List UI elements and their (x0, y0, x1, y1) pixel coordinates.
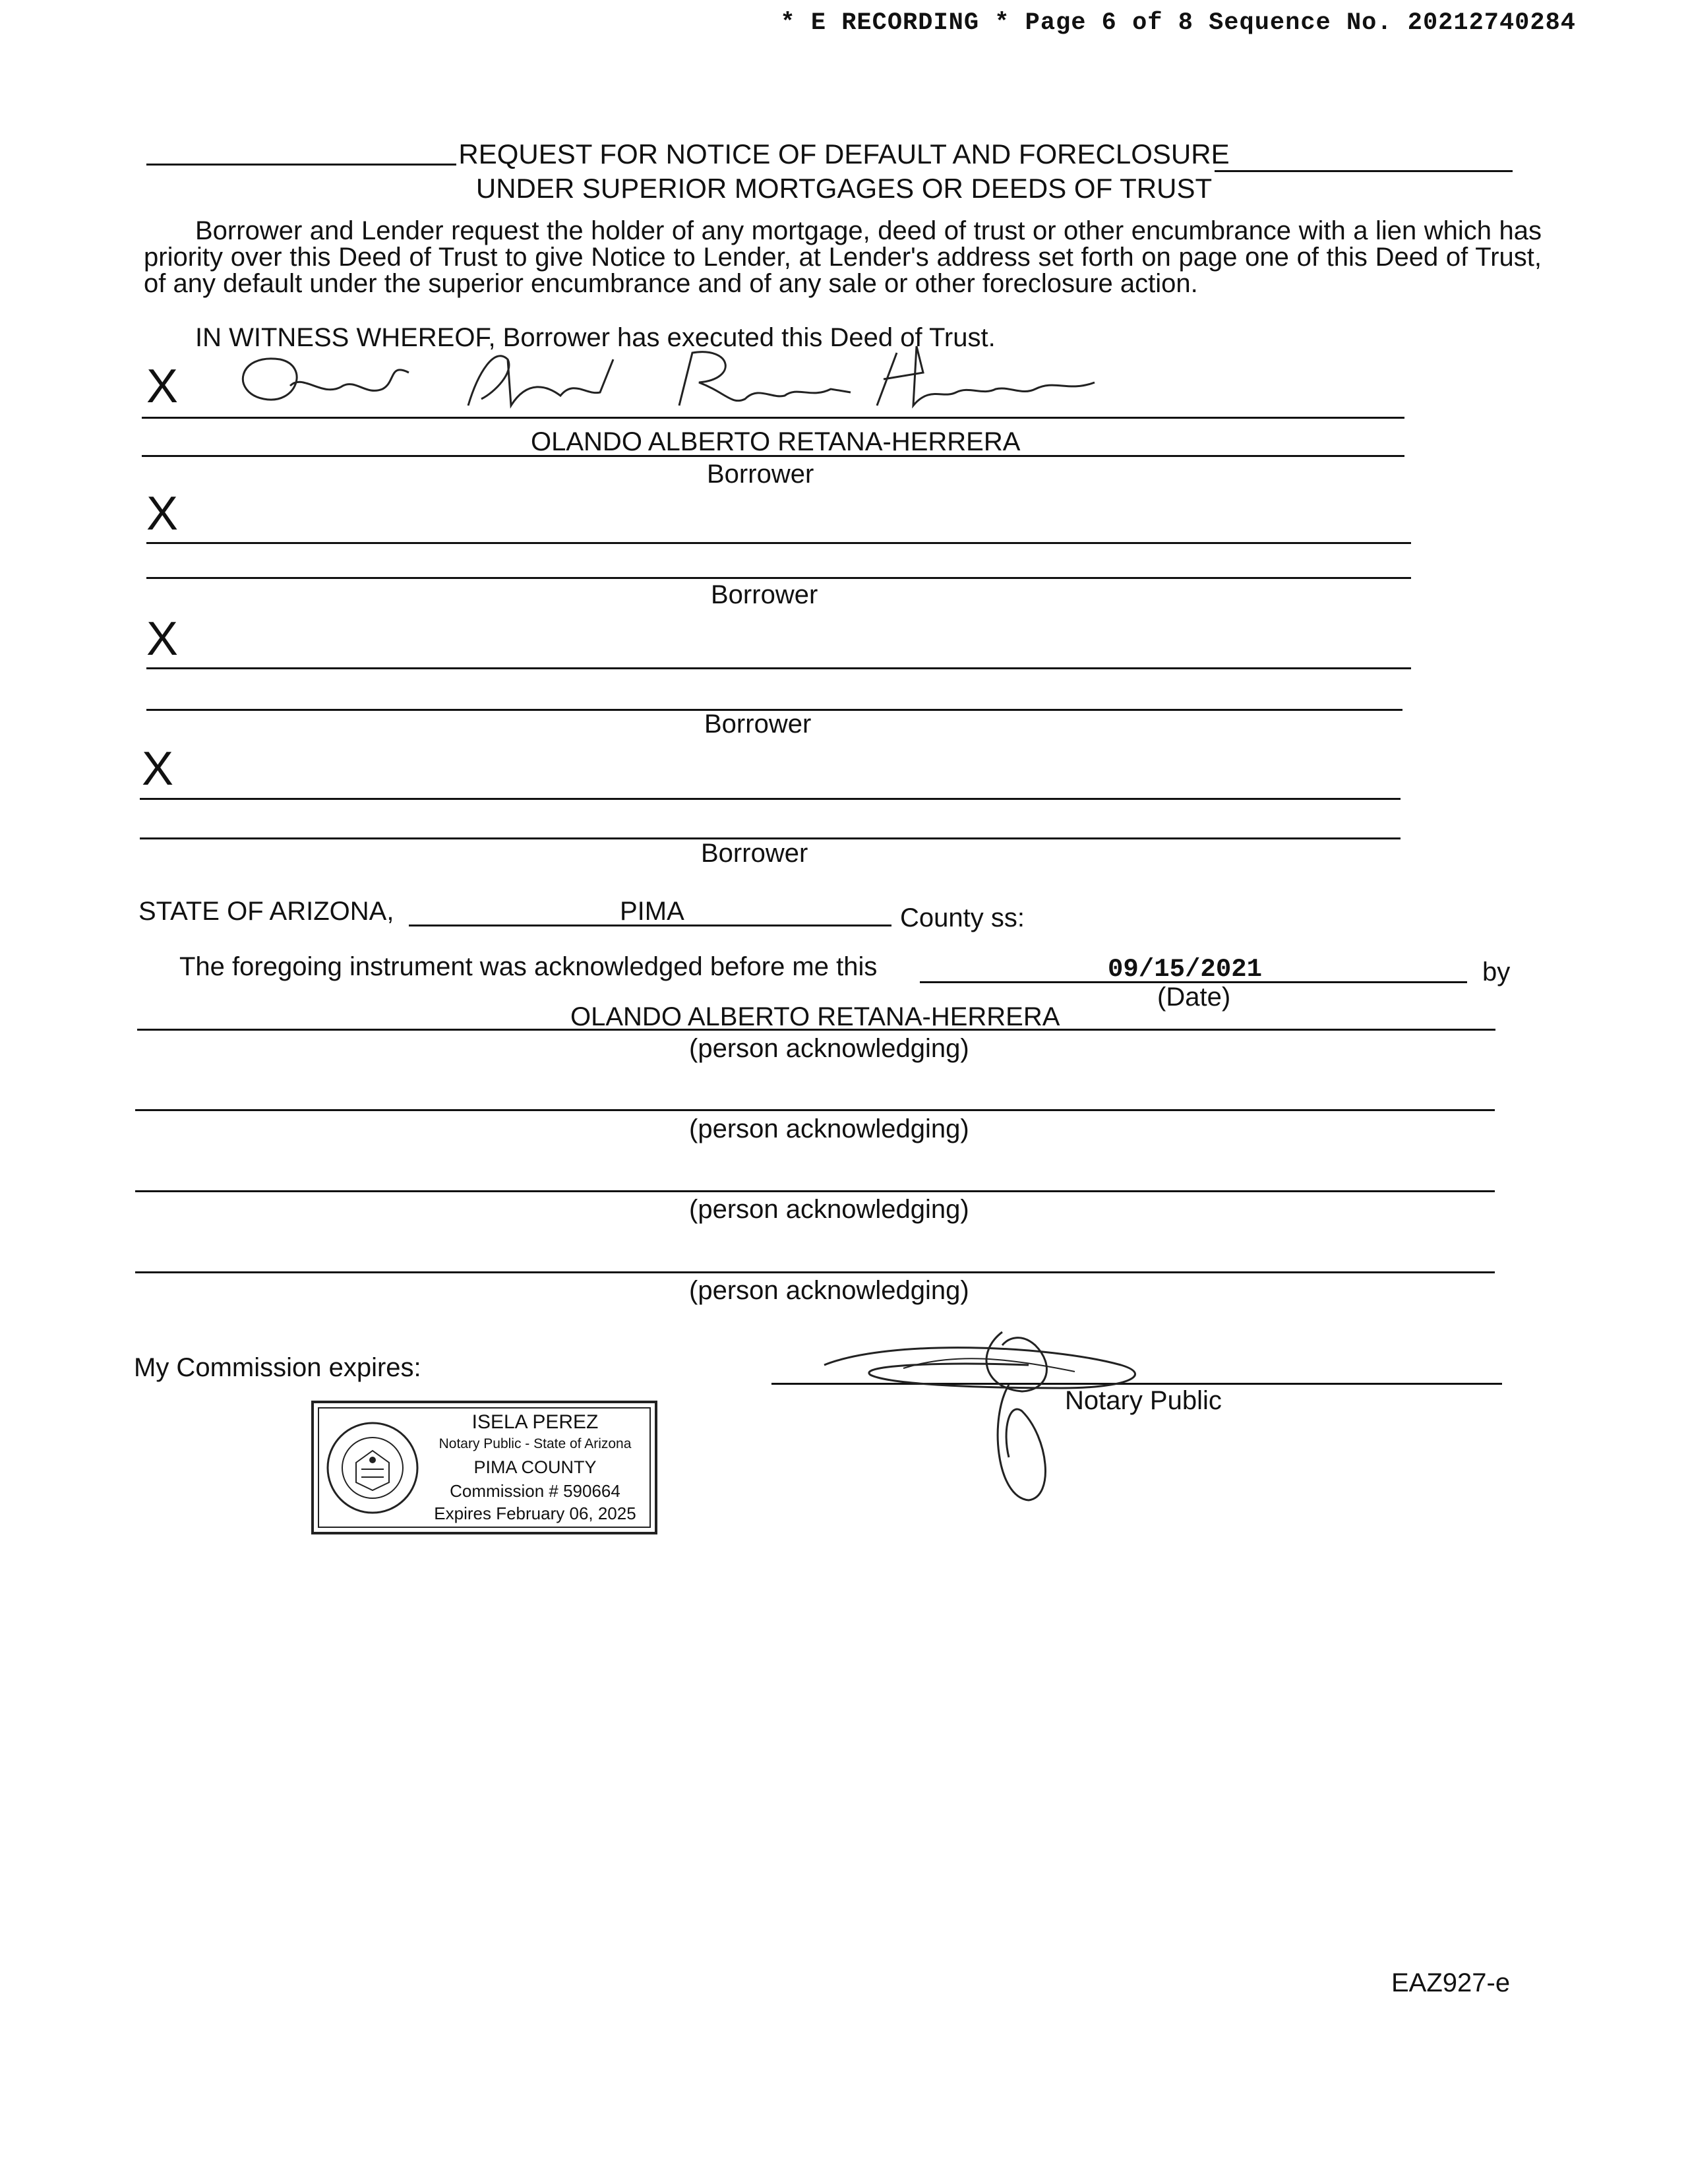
signature-x-mark-1: X (146, 360, 179, 413)
person-label-2: (person acknowledging) (689, 1114, 969, 1143)
acknowledgment-date: 09/15/2021 (1108, 955, 1263, 984)
date-caption: (Date) (1157, 983, 1231, 1012)
person-label-4: (person acknowledging) (689, 1276, 969, 1305)
county-ss-label: County ss: (900, 903, 1025, 932)
borrower-label-1: Borrower (707, 460, 814, 489)
arizona-seal-icon (323, 1416, 422, 1519)
stamp-commission-number: Commission # 590664 (450, 1481, 620, 1501)
notary-stamp (311, 1401, 657, 1534)
by-label: by (1482, 957, 1511, 986)
signature-line-4 (140, 798, 1401, 800)
acknowledging-person-name: OLANDO ALBERTO RETANA-HERRERA (570, 1002, 1060, 1031)
county-name: PIMA (620, 897, 684, 926)
borrower-label-2: Borrower (711, 580, 818, 609)
signature-x-mark-3: X (146, 613, 179, 665)
commission-expires-label: My Commission expires: (134, 1353, 421, 1382)
notary-public-label: Notary Public (1065, 1386, 1222, 1415)
title-rule-right (1215, 170, 1513, 172)
person-label-3: (person acknowledging) (689, 1195, 969, 1224)
stamp-notary-title: Notary Public - State of Arizona (438, 1436, 632, 1451)
name-line-2 (146, 577, 1411, 579)
title-line-1: REQUEST FOR NOTICE OF DEFAULT AND FORECLOSURE (458, 138, 1230, 169)
person-line-3 (135, 1190, 1495, 1192)
person-line-2 (135, 1109, 1495, 1111)
borrower-label-3: Borrower (704, 710, 812, 739)
witness-statement: IN WITNESS WHEREOF, Borrower has executed this Deed of Trust. (195, 323, 996, 352)
signature-x-mark-2: X (146, 487, 179, 540)
recording-header: * E RECORDING * Page 6 of 8 Sequence No. 20212740284 (780, 9, 1576, 37)
request-paragraph: Borrower and Lender request the holder of any mortgage, deed of trust or other encumbrance with a lien which has priority over this Deed of Trust to give Notice to Lender, at Lender's address set forth on page one of this Deed of Trust, of any default under the superior encumbrance and of any sale or other foreclosure action. (144, 216, 1542, 298)
acknowledgment-sentence: The foregoing instrument was acknowledged before me this (179, 952, 878, 981)
form-code: EAZ927-e (1391, 1968, 1511, 1997)
person-label-1: (person acknowledging) (689, 1034, 969, 1063)
stamp-county: PIMA COUNTY (473, 1457, 597, 1477)
state-label: STATE OF ARIZONA, (138, 897, 394, 926)
stamp-expiration: Expires February 06, 2025 (434, 1503, 636, 1523)
signature-line-3 (146, 667, 1411, 669)
borrower-label-4: Borrower (701, 839, 808, 868)
signature-line-2 (146, 542, 1411, 544)
notary-signature-image (811, 1325, 1180, 1510)
signature-x-mark-4: X (142, 743, 174, 795)
title-line-2: UNDER SUPERIOR MORTGAGES OR DEEDS OF TRUST (475, 173, 1213, 204)
borrower-printed-name: OLANDO ALBERTO RETANA-HERRERA (531, 427, 1021, 456)
stamp-notary-name: ISELA PEREZ (471, 1411, 599, 1433)
signature-line-1 (142, 417, 1404, 419)
person-line-4 (135, 1271, 1495, 1273)
